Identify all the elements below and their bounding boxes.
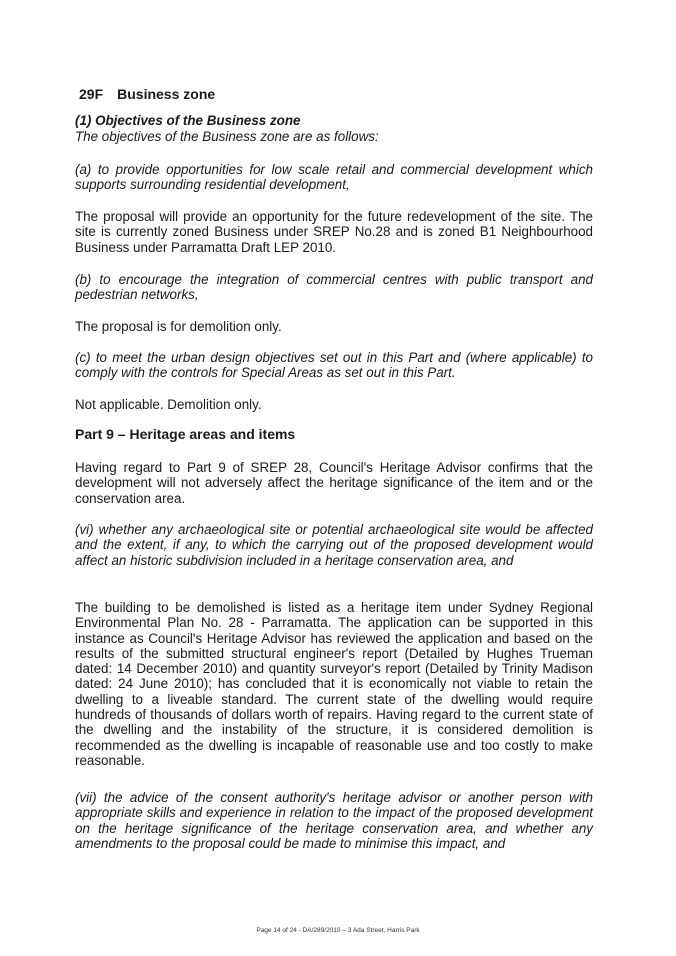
objectives-intro: The objectives of the Business zone are as follows:: [75, 129, 379, 144]
objective-c-response: Not applicable. Demolition only.: [75, 397, 262, 412]
objectives-heading-text: (1) Objectives of the Business zone: [75, 113, 301, 128]
objective-a: (a) to provide opportunities for low scale retail and commercial development which supports surrounding residential development,: [75, 162, 593, 193]
heritage-clause-vi: (vi) whether any archaeological site or potential archaeological site would be affected and the extent, if any, to which the carrying out of the proposed development would affect an historic subdivision included in a heritage conservation area, and: [75, 522, 593, 568]
objective-a-response: The proposal will provide an opportunity for the future redevelopment of the site. The site is currently zoned Business under SREP No.28 and is zoned B1 Neighbourhood Business under Parramatta Draft LEP 2010.: [75, 209, 593, 255]
objective-c: (c) to meet the urban design objectives set out in this Part and (where applicable) to comply with the controls for Special Areas as set out in this Part.: [75, 350, 593, 381]
part9-intro: Having regard to Part 9 of SREP 28, Council's Heritage Advisor confirms that the development will not adversely affect the heritage significance of the item and or the conservation area.: [75, 460, 593, 506]
section-title: Business zone: [117, 86, 216, 102]
heritage-clause-vii: (vii) the advice of the consent authority's heritage advisor or another person with appropriate skills and experience in relation to the impact of the proposed development on the heritage significance of the heritage conservation area, and whether any amendments to the proposal could be made to minimise this impact, and: [75, 790, 593, 851]
section-heading: [79, 86, 215, 102]
objective-b-response: The proposal is for demolition only.: [75, 319, 282, 334]
heritage-clause-vi-response: The building to be demolished is listed as a heritage item under Sydney Regional Environmental Plan No. 28 - Parramatta. The application can be supported in this instance as Council's Heritage Advisor has reviewed the application and based on the results of the submitted structural engineer's report (Detailed by Hughes Trueman dated: 14 December 2010) and quantity surveyor's report (Detailed by Trinity Madison dated: 24 June 2010); has concluded that it is economically not viable to retain the dwelling to a liveable standard. The current state of the dwelling would require hundreds of thousands of dollars worth of repairs. Having regard to the current state of the dwelling and the instability of the structure, it is considered demolition is recommended as the dwelling is incapable of reasonable use and too costly to make reasonable.: [75, 600, 593, 768]
objective-b: (b) to encourage the integration of commercial centres with public transport and pedestrian networks,: [75, 272, 593, 303]
objectives-heading: [75, 113, 593, 128]
section-number: 29F: [79, 86, 104, 102]
part9-heading: Part 9 – Heritage areas and items: [75, 426, 296, 442]
page-footer: Page 14 of 24 - DA/289/2010 – 3 Ada Street, Harris Park: [256, 927, 420, 934]
